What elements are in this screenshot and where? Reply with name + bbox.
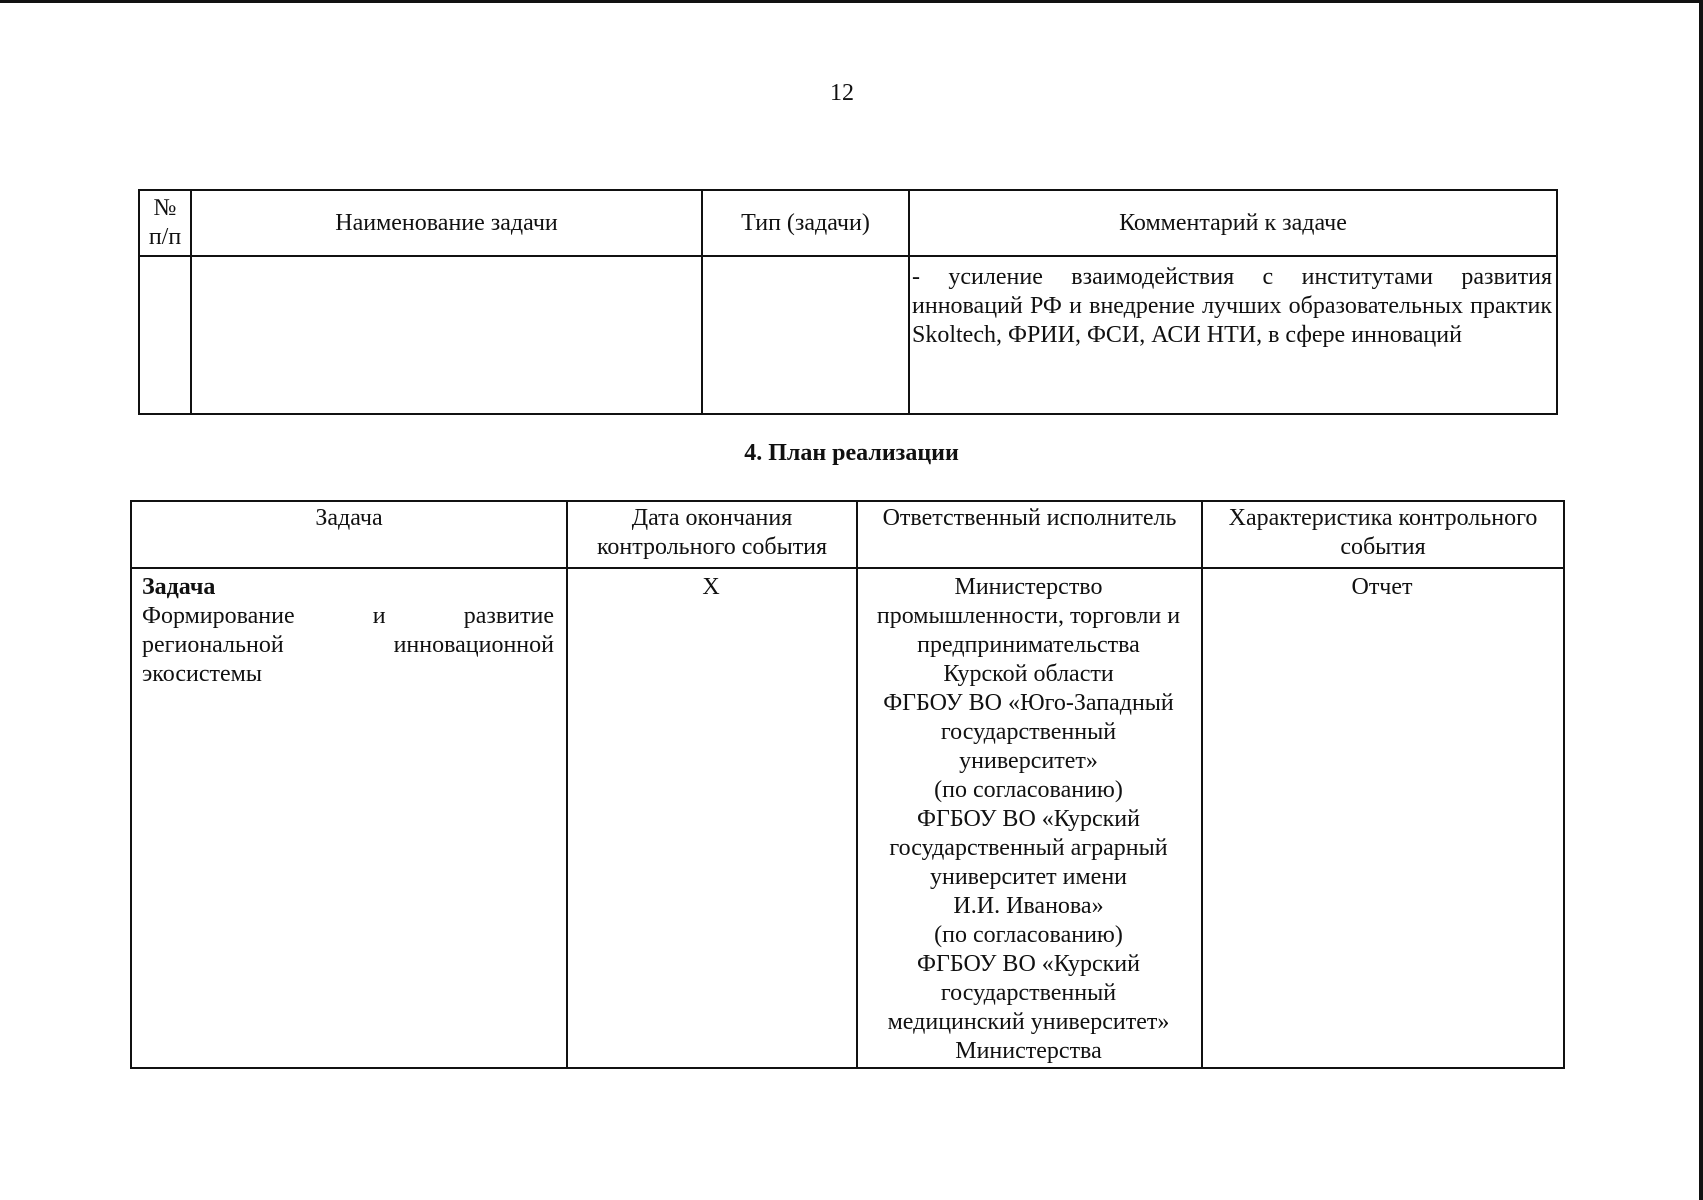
cell-characteristic: Отчет xyxy=(1202,568,1564,1068)
responsible-line: государственный xyxy=(940,719,1117,745)
responsible-line: университет имени xyxy=(929,864,1128,890)
responsible-line: промышленности, торговли и xyxy=(876,603,1181,629)
header-responsible: Ответственный исполнитель xyxy=(857,501,1202,568)
responsible-line: предпринимательства xyxy=(917,632,1140,658)
responsible-line: (по согласованию) xyxy=(934,922,1123,948)
cell-task-type xyxy=(702,256,909,414)
plan-table xyxy=(130,500,1565,1069)
tasks-table-row xyxy=(139,256,1557,414)
scan-border-top xyxy=(0,0,1703,3)
header-task-type: Тип (задачи) xyxy=(702,190,909,256)
responsible-line: ФГБОУ ВО «Юго-Западный xyxy=(883,690,1174,716)
responsible-line: Министерство xyxy=(954,574,1103,600)
responsible-line: медицинский университет» xyxy=(887,1009,1170,1035)
cell-task-name xyxy=(191,256,702,414)
plan-table-header-row xyxy=(131,501,1564,568)
task-description-end: экосистемы xyxy=(142,661,262,687)
responsible-line: Курской области xyxy=(943,661,1114,687)
header-task-name: Наименование задачи xyxy=(191,190,702,256)
page-number: 12 xyxy=(830,80,854,106)
responsible-line: ФГБОУ ВО «Курский xyxy=(917,806,1140,832)
responsible-line: университет» xyxy=(959,748,1098,774)
header-task-comment: Комментарий к задаче xyxy=(909,190,1557,256)
cell-end-date: Х xyxy=(567,568,857,1068)
task-description: Формирование и развитие региональной инновационной xyxy=(142,603,554,658)
responsible-line: государственный аграрный xyxy=(889,835,1168,861)
responsible-line: ФГБОУ ВО «Курский xyxy=(917,951,1140,977)
header-characteristic: Характеристика контрольного события xyxy=(1202,501,1564,568)
responsible-line: государственный xyxy=(940,980,1117,1006)
scan-border-right xyxy=(1699,0,1703,1200)
section-title: 4. План реализации xyxy=(744,440,959,466)
cell-task-comment: - усиление взаимодействия с институтами развития инноваций РФ и внедрение лучших образовательных практик Skoltech, ФРИИ, ФСИ, АСИ НТИ, в сфере инноваций xyxy=(909,256,1557,414)
cell-number xyxy=(139,256,191,414)
responsible-line: (по согласованию) xyxy=(934,777,1123,803)
tasks-table xyxy=(138,189,1558,415)
header-number: № п/п xyxy=(139,190,191,256)
plan-table-row xyxy=(131,568,1564,1068)
cell-task xyxy=(131,568,567,1068)
cell-responsible xyxy=(857,568,1202,1068)
header-task: Задача xyxy=(131,501,567,568)
responsible-line: Министерства xyxy=(955,1038,1102,1064)
responsible-line: И.И. Иванова» xyxy=(953,893,1104,919)
task-label: Задача xyxy=(142,574,216,600)
header-end-date: Дата окончания контрольного события xyxy=(567,501,857,568)
tasks-table-header-row xyxy=(139,190,1557,256)
